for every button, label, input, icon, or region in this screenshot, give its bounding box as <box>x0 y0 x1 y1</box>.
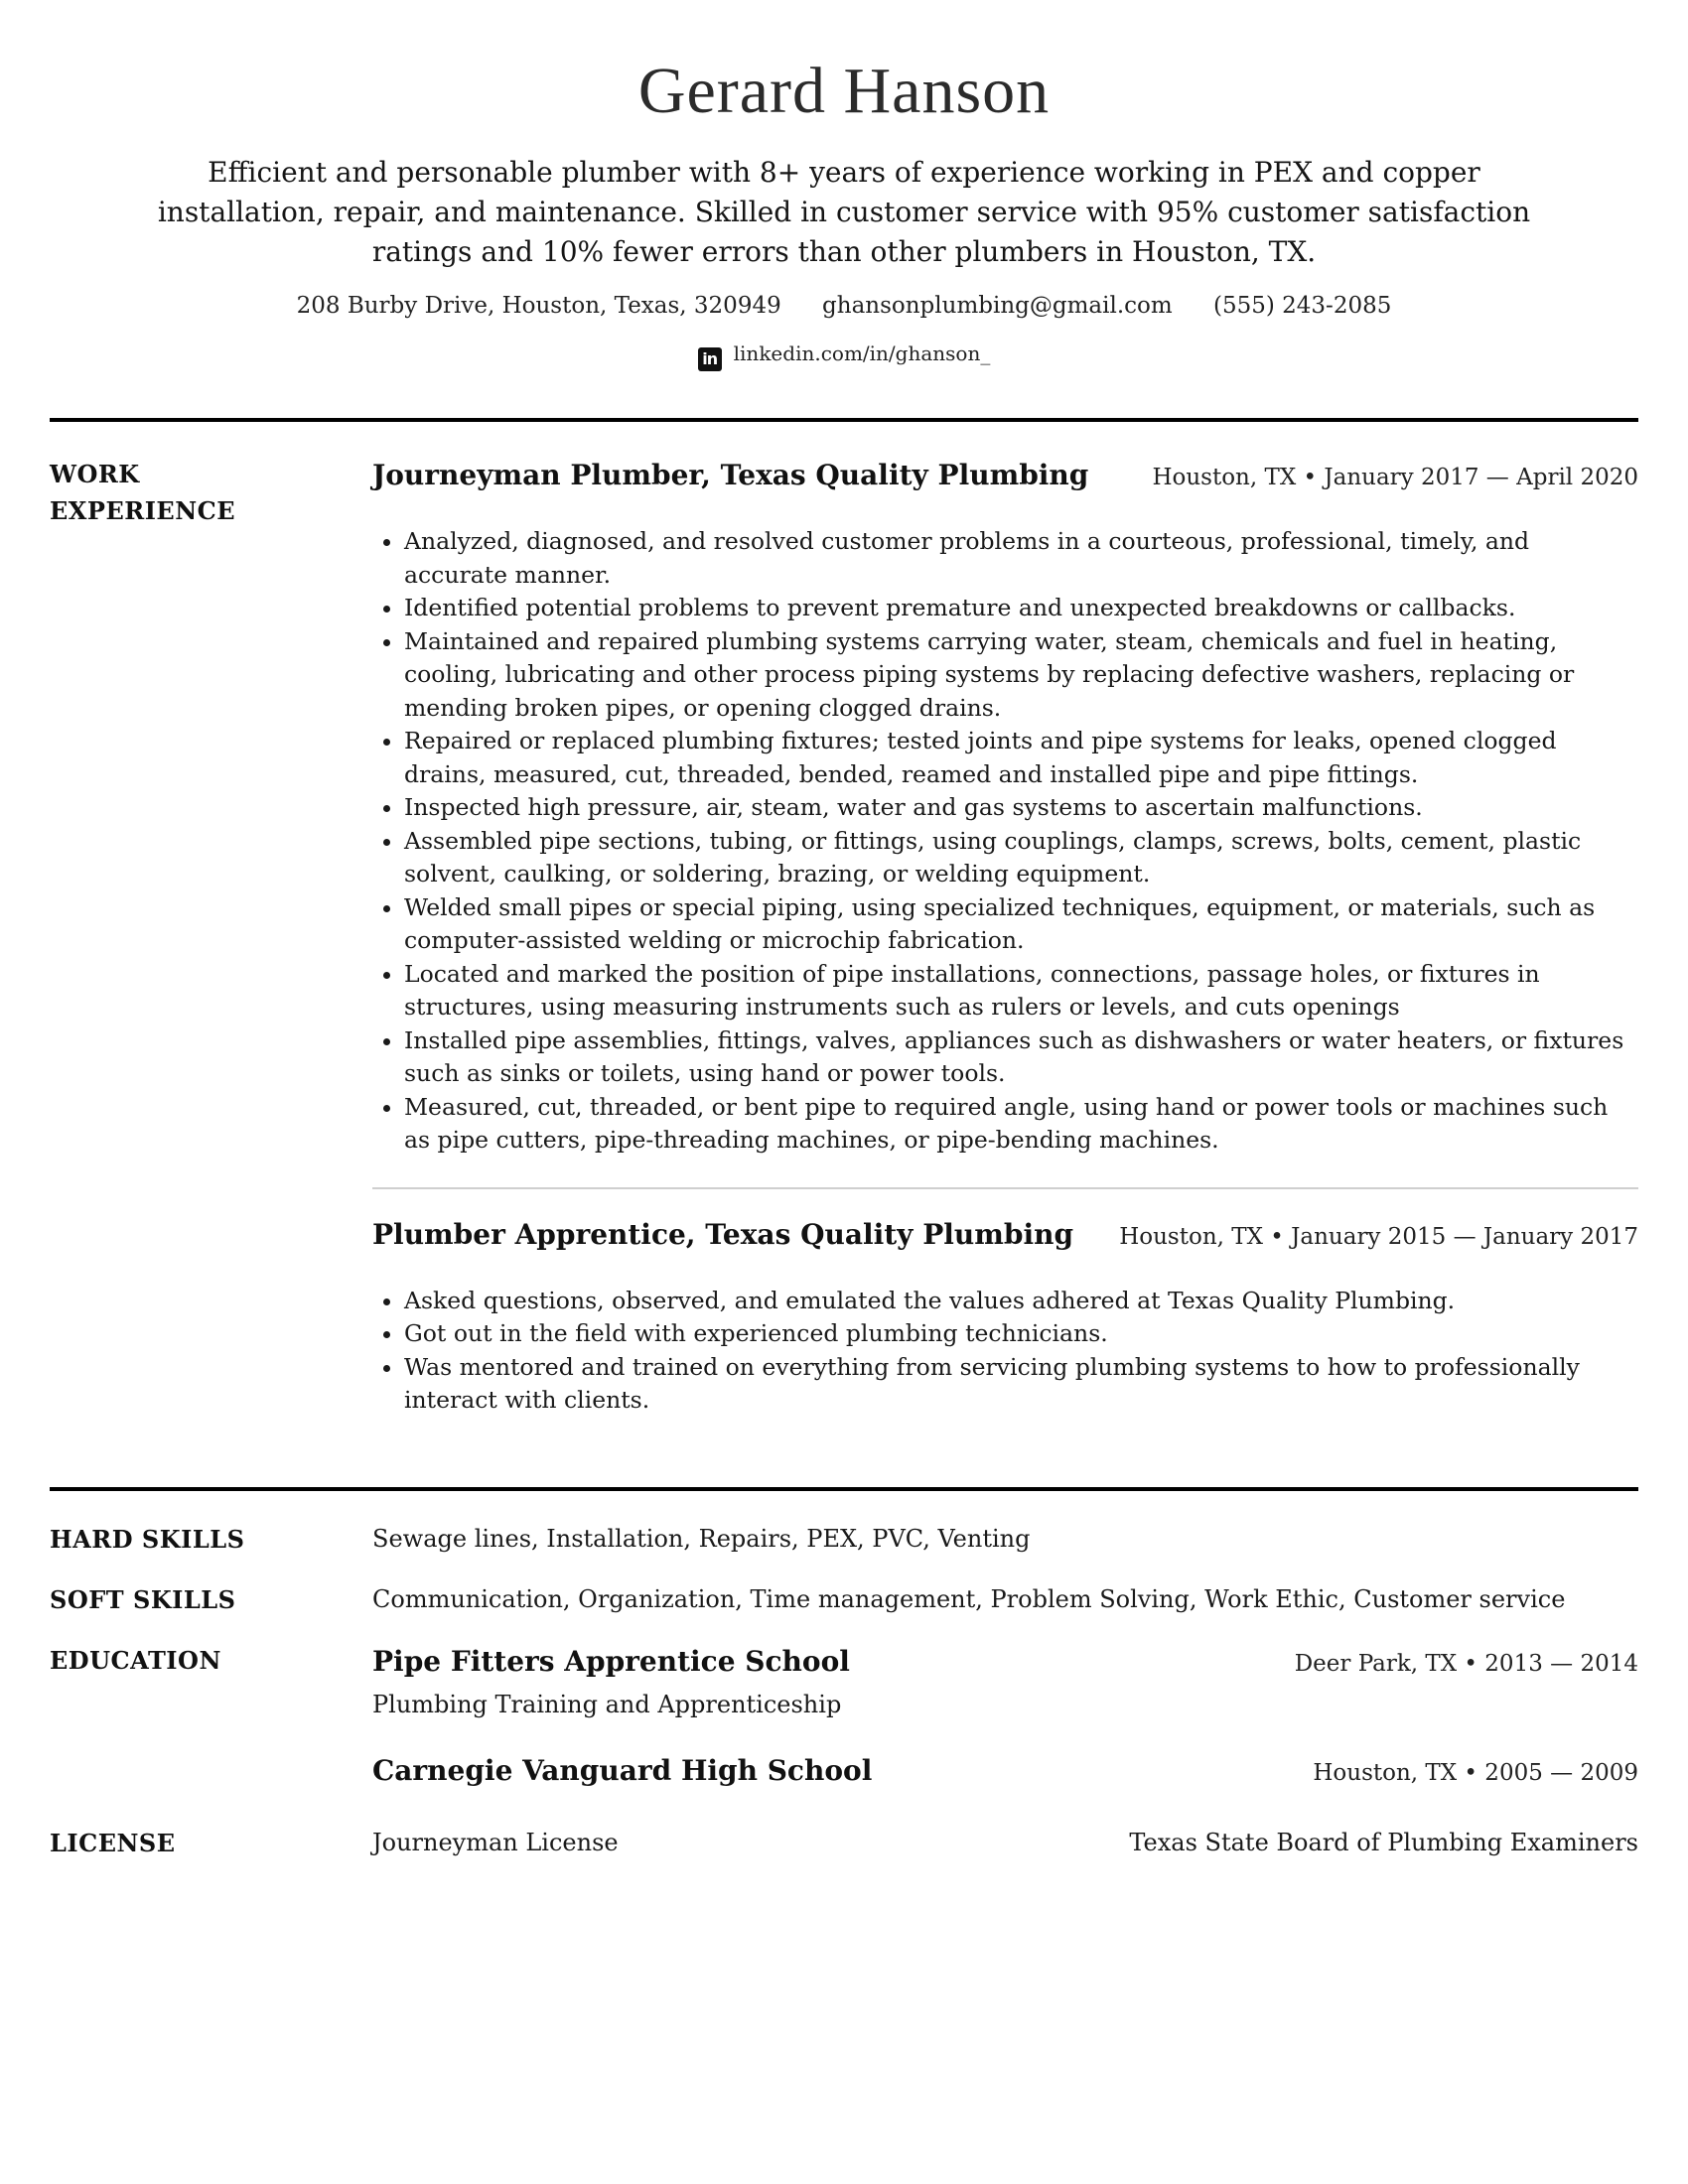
job-divider <box>372 1187 1638 1189</box>
school-location-dates: Houston, TX • 2005 — 2009 <box>1313 1759 1638 1786</box>
school-program: Plumbing Training and Apprenticeship <box>372 1690 842 1718</box>
school-name: Pipe Fitters Apprentice School <box>372 1644 850 1678</box>
job-bullet: • Analyzed, diagnosed, and resolved customer problems in a courteous, professional, timely, and accurate manner. <box>404 525 1638 592</box>
job-location-dates: Houston, TX • January 2017 — April 2020 <box>1152 465 1638 490</box>
professional-summary: Efficient and personable plumber with 8+ years of experience working in PEX and copper installation, repair, and maintenance. Skilled in customer service with 95% customer satisfaction ratings and 10% fewer errors than other plumbers in Houston, TX. <box>157 156 1531 268</box>
education-header <box>372 1642 1638 1682</box>
work-label-line1: WORK <box>50 460 140 488</box>
linkedin-url[interactable]: linkedin.com/in/ghanson_ <box>733 341 991 365</box>
address: 208 Burby Drive, Houston, Texas, 320949 <box>296 293 781 319</box>
job-title: Plumber Apprentice, Texas Quality Plumbing <box>372 1217 1074 1251</box>
work-experience-section <box>50 456 1638 1418</box>
job-bullet: • Installed pipe assemblies, fittings, valves, appliances such as dishwashers or water heaters, or fixtures such as sinks or toilets, using hand or power tools. <box>404 1024 1638 1091</box>
education-section <box>50 1642 1638 1791</box>
contact-line <box>50 290 1638 322</box>
job-bullet: • Assembled pipe sections, tubing, or fittings, using couplings, clamps, screws, bolts, cement, plastic solvent, caulking, or soldering, brazing, or welding equipment. <box>404 825 1638 891</box>
license-section <box>50 1825 1638 1861</box>
job-bullet: • Welded small pipes or special piping, using specialized techniques, equipment, or materials, such as computer-assisted welding or microchip fabrication. <box>404 891 1638 958</box>
section-divider <box>50 418 1638 422</box>
phone: (555) 243-2085 <box>1213 293 1392 319</box>
job-bullet-list <box>372 525 1638 1158</box>
license-name: Journeyman License <box>372 1828 619 1856</box>
resume-page <box>50 0 1638 1861</box>
job-bullet: • Maintained and repaired plumbing systems carrying water, steam, chemicals and fuel in heating, cooling, lubricating and other process piping systems by replacing defective washers, replacing or mending broken pipes, or opening clogged drains. <box>404 625 1638 726</box>
section-label-education: EDUCATION <box>50 1645 221 1675</box>
section-label-soft-skills: SOFT SKILLS <box>50 1584 236 1614</box>
hard-skills-list: Sewage lines, Installation, Repairs, PEX, PVC, Venting <box>372 1524 1031 1553</box>
school-location-dates: Deer Park, TX • 2013 — 2014 <box>1294 1650 1638 1677</box>
job-bullet: • Inspected high pressure, air, steam, water and gas systems to ascertain malfunctions. <box>404 791 1638 825</box>
license-issuer: Texas State Board of Plumbing Examiners <box>1129 1828 1638 1856</box>
section-label-work-experience <box>50 456 372 1418</box>
hard-skills-section <box>50 1521 1638 1558</box>
job-entry <box>372 1215 1638 1418</box>
education-entry <box>372 1751 1638 1791</box>
section-label-hard-skills: HARD SKILLS <box>50 1524 245 1554</box>
linkedin-line[interactable] <box>50 340 1638 371</box>
education-body <box>372 1642 1638 1791</box>
job-bullet: • Got out in the field with experienced plumbing technicians. <box>404 1317 1638 1351</box>
job-title: Journeyman Plumber, Texas Quality Plumbing <box>372 459 1089 491</box>
hard-skills-body <box>372 1521 1638 1558</box>
license-body <box>372 1825 1638 1861</box>
candidate-name: Gerard Hanson <box>637 55 1051 127</box>
school-name: Carnegie Vanguard High School <box>372 1753 873 1787</box>
linkedin-icon: in <box>698 347 722 371</box>
job-bullet: • Measured, cut, threaded, or bent pipe to required angle, using hand or power tools or machines such as pipe cutters, pipe-threading machines, or pipe-bending machines. <box>404 1091 1638 1158</box>
job-bullet: • Located and marked the position of pipe installations, connections, passage holes, or fixtures in structures, using measuring instruments such as rulers or levels, and cuts openings <box>404 958 1638 1024</box>
section-label-license: LICENSE <box>50 1828 176 1857</box>
soft-skills-list: Communication, Organization, Time management, Problem Solving, Work Ethic, Customer service <box>372 1584 1566 1613</box>
soft-skills-section <box>50 1581 1638 1618</box>
job-bullet: • Identified potential problems to prevent premature and unexpected breakdowns or callbacks. <box>404 592 1638 625</box>
job-bullet: • Asked questions, observed, and emulated the values adhered at Texas Quality Plumbing. <box>404 1285 1638 1318</box>
section-divider <box>50 1487 1638 1491</box>
job-header <box>372 456 1638 495</box>
education-entry <box>372 1642 1638 1721</box>
job-entry <box>372 456 1638 1158</box>
job-header <box>372 1215 1638 1255</box>
work-label-line2: EXPERIENCE <box>50 496 236 525</box>
job-bullet-list <box>372 1285 1638 1418</box>
job-location-dates: Houston, TX • January 2015 — January 2017 <box>1119 1223 1638 1250</box>
email[interactable]: ghansonplumbing@gmail.com <box>822 293 1173 319</box>
education-header <box>372 1751 1638 1791</box>
job-bullet: • Repaired or replaced plumbing fixtures; tested joints and pipe systems for leaks, opened clogged drains, measured, cut, threaded, bended, reamed and installed pipe and pipe fittings. <box>404 725 1638 791</box>
job-bullet: • Was mentored and trained on everything from servicing plumbing systems to how to professionally interact with clients. <box>404 1351 1638 1418</box>
work-experience-body <box>372 456 1638 1418</box>
soft-skills-body <box>372 1581 1638 1618</box>
